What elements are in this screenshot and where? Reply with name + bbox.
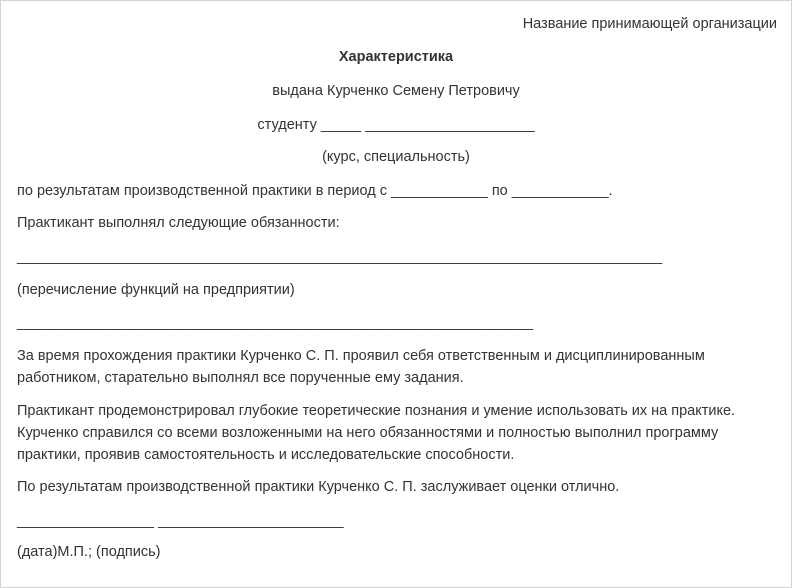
paragraph-knowledge: Практикант продемонстрировал глубокие теоретические познания и умение использовать их на практике. Курченко справился со всеми возложенными на него обязанностями и полностью выполнил программу практики, проявив самостоятельность и исследовательские способности. <box>17 403 736 463</box>
student-line: студенту _____ _____________________ <box>257 117 535 133</box>
functions-caption: (перечисление функций на предприятии) <box>17 282 295 298</box>
duties-intro: Практикант выполнял следующие обязанности: <box>17 215 340 231</box>
signature-blanks: _________________ _______________________ <box>17 513 344 529</box>
blank-line-functions: ________________________________________________________________ <box>17 315 534 331</box>
practice-period-line: по результатам производственной практики в период с ____________ по ____________. <box>17 183 613 199</box>
issued-to-line: выдана Курченко Семену Петровичу <box>272 83 520 99</box>
organization-name: Название принимающей организации <box>522 16 777 32</box>
paragraph-grade: По результатам производственной практики Курченко С. П. заслуживает оценки отлично. <box>17 479 620 495</box>
blank-line-duties: ________________________________________________________________________________ <box>17 249 663 265</box>
document-title: Характеристика <box>338 49 454 65</box>
signature-caption: (дата)М.П.; (подпись) <box>17 544 161 560</box>
course-specialty-caption: (курс, специальность) <box>322 149 470 165</box>
paragraph-responsibility: За время прохождения практики Курченко С. П. проявил себя ответственным и дисциплинированным работником, старательно выполнял все порученные ему задания. <box>17 348 705 386</box>
